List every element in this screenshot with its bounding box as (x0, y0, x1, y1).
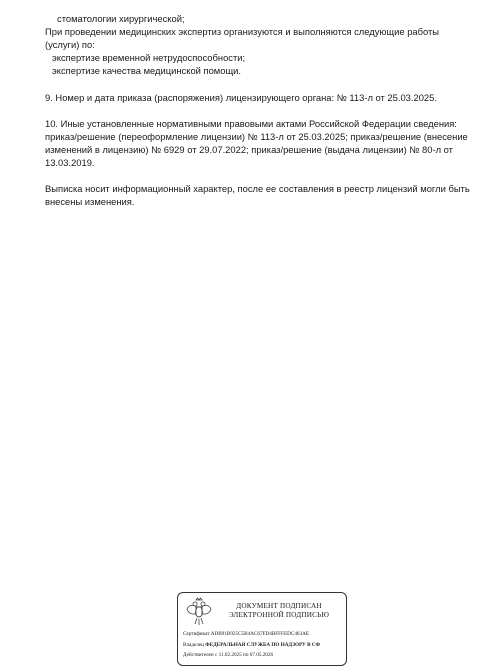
section-10-line: приказ/решение (переоформление лицензии) № 113-л от 25.03.2025; приказ/решение (внесение (45, 131, 468, 142)
owner-label: Владелец (183, 642, 204, 648)
stamp-title-line: ЭЛЕКТРОННОЙ ПОДПИСЬЮ (228, 611, 330, 619)
section-9: 9. Номер и дата приказа (распоряжения) лицензирующего органа: № 113-л от 25.03.2025. (45, 92, 437, 103)
text-line: экспертизе качества медицинской помощи. (52, 65, 242, 76)
text-line: стоматологии хирургической; (57, 13, 185, 24)
owner-value: ФЕДЕРАЛЬНАЯ СЛУЖБА ПО НАДЗОРУ В СФ (205, 642, 321, 648)
owner-row (183, 642, 320, 649)
certificate-row (183, 631, 309, 638)
certificate-label: Сертификат (183, 631, 210, 637)
note-line: внесены изменения. (45, 196, 135, 207)
section-10-line: изменений в лицензию) № 6929 от 29.07.2022; приказ/решение (выдача лицензии) № 80-л от (45, 144, 453, 155)
text-line: экспертизе временной нетрудоспособности; (52, 52, 246, 63)
russian-coat-of-arms-icon (184, 597, 214, 627)
text-line: (услуги) по: (45, 39, 95, 50)
validity-row: Действителен с 11.02.2025 по 07.05.2026 (183, 652, 274, 658)
stamp-title-line: ДОКУМЕНТ ПОДПИСАН (236, 602, 322, 610)
certificate-value: ADB91B925C5B4AC67FD4BFFFEDC463AE (210, 631, 310, 637)
section-10-line: 10. Иные установленные нормативными правовыми актами Российской Федерации сведения: (45, 118, 457, 129)
text-line: При проведении медицинских экспертиз организуются и выполняются следующие работы (45, 26, 440, 37)
electronic-signature-stamp (177, 592, 347, 666)
note-line: Выписка носит информационный характер, после ее составления в реестр лицензий могли быть (45, 183, 470, 194)
stamp-title (216, 602, 342, 620)
section-10-line: 13.03.2019. (45, 157, 95, 168)
